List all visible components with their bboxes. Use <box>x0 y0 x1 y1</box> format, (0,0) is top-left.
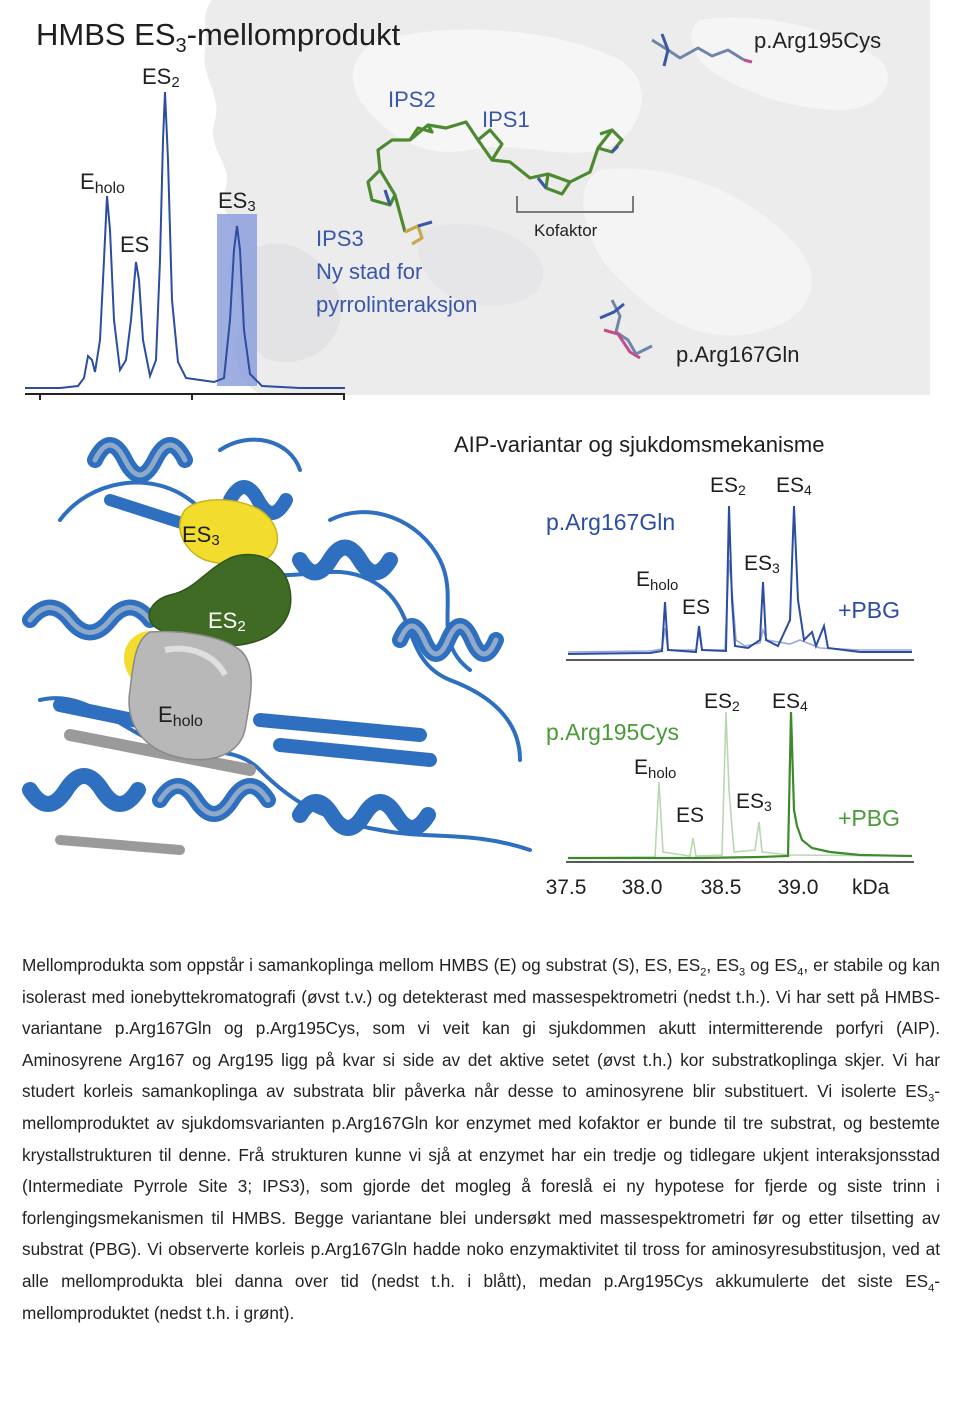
surface-label-es3: ES3 <box>182 522 220 549</box>
caption-sub: 3 <box>739 966 746 979</box>
ips3-label: IPS3 <box>316 226 364 251</box>
x-unit-label: kDa <box>852 876 890 899</box>
peak-label-eholo: Eholo <box>80 169 125 197</box>
figure-title: HMBS $ES_3$-mellomprodukt <box>36 17 401 57</box>
figure-top <box>0 0 960 400</box>
caption-text: og ES <box>745 955 798 975</box>
ips1-label: IPS1 <box>482 107 530 132</box>
ms-lower-label-es4: ES4 <box>772 690 808 714</box>
x-tick-label: 39.0 <box>777 876 819 899</box>
ips3-note-line2: pyrrolinteraksjon <box>316 292 478 317</box>
ms-lower-label-es2: ES2 <box>704 690 740 714</box>
ms-upper-pbg: +PBG <box>838 597 901 623</box>
ms-upper-variant: p.Arg167Gln <box>546 509 676 535</box>
ms-lower-label-es3: ES3 <box>736 790 772 814</box>
caption-sub: 3 <box>928 1092 935 1105</box>
variant-label-arg167gln: p.Arg167Gln <box>676 342 800 367</box>
ms-x-axis-labels <box>546 876 890 899</box>
x-tick-label: 37.5 <box>545 876 587 899</box>
protein-cartoon <box>30 440 530 850</box>
ms-panel-title: AIP-variantar og sjukdomsmekanisme <box>454 432 825 457</box>
variant-label-arg195cys: p.Arg195Cys <box>754 28 882 53</box>
ips2-label: IPS2 <box>388 87 436 112</box>
x-tick-label: 38.0 <box>621 876 663 899</box>
ms-lower-pbg: +PBG <box>838 805 901 831</box>
caption-text: -mellomproduktet (nedst t.h. i grønt). <box>22 1270 940 1323</box>
caption-text: -mellomproduktet av sjukdomsvarianten p.Arg167Gln kor enzymet med kofaktor er bunde til tre substrat, og bestemte krystallstrukturen til denne. Frå strukturen kunne vi sjå at enzymet har ein tredje og tidlegare ukjent interaksjonsstad (Intermediate Pyrrole Site 3; IPS3), som gjorde det mogleg å foreslå ei ny hypotese for fjerde og siste trinn i forlengingsmekanismen til HMBS. Begge variantane blei undersøkt med massespektrometri før og etter tilsetting av substrat (PBG). Vi observerte korleis p.Arg167Gln hadde noko enzymaktivitet til tross for aminosyresubstitusjon, ved at alle mellomprodukta blei danna over tid (nedst t.h. i blått), medan p.Arg195Cys akkumulerte det siste ES <box>22 1081 940 1291</box>
x-tick-label: 38.5 <box>700 876 742 899</box>
peak-label-es2: ES2 <box>142 64 180 91</box>
ms-upper-label-eholo: Eholo <box>636 568 679 594</box>
surface-label-es2: ES2 <box>208 608 246 635</box>
ms-upper-label-es: ES <box>682 596 711 619</box>
figure-caption <box>22 950 940 1329</box>
caption-text: , ES <box>706 955 740 975</box>
peak-label-es3: ES3 <box>218 188 256 215</box>
es3-highlight-band <box>217 214 257 386</box>
protein-surface <box>204 0 930 395</box>
ms-upper-label-es3: ES3 <box>744 552 780 576</box>
ms-lower-label-es: ES <box>676 804 705 827</box>
ms-upper-label-es2: ES2 <box>710 474 746 498</box>
figure-bottom <box>0 400 960 920</box>
caption-text: Mellomprodukta som oppstår i samankoplinga mellom HMBS (E) og substrat (S), ES, ES <box>22 955 701 975</box>
caption-sub: 4 <box>797 966 804 979</box>
ms-upper-label-es4: ES4 <box>776 474 812 498</box>
caption-text: , er stabile og kan isolerast med ionebyttekromatografi (øvst t.v.) og detekterast med massespektrometri (nedst t.h.). Vi har sett på HMBS-variantane p.Arg167Gln og p.Arg195Cys, som vi veit kan gi sjukdommen akutt intermitterende porfyri (AIP). Aminosyrene Arg167 og Arg195 ligg på kvar si side av det aktive setet (øvst t.h.) kor substratkoplinga skjer. Vi har studert korleis samankoplinga av substrata blir påverka når desse to aminosyrene blir substituert. Vi isolerte ES <box>22 955 940 1102</box>
ms-lower-variant: p.Arg195Cys <box>546 719 679 745</box>
cofactor-label: Kofaktor <box>534 221 598 240</box>
ips3-note-line1: Ny stad for <box>316 259 423 284</box>
caption-sub: 4 <box>928 1282 935 1295</box>
peak-label-es: ES <box>120 232 150 257</box>
ms-lower-label-eholo: Eholo <box>634 756 677 782</box>
caption-sub: 2 <box>700 966 707 979</box>
surface-label-eholo: Eholo <box>158 702 203 730</box>
